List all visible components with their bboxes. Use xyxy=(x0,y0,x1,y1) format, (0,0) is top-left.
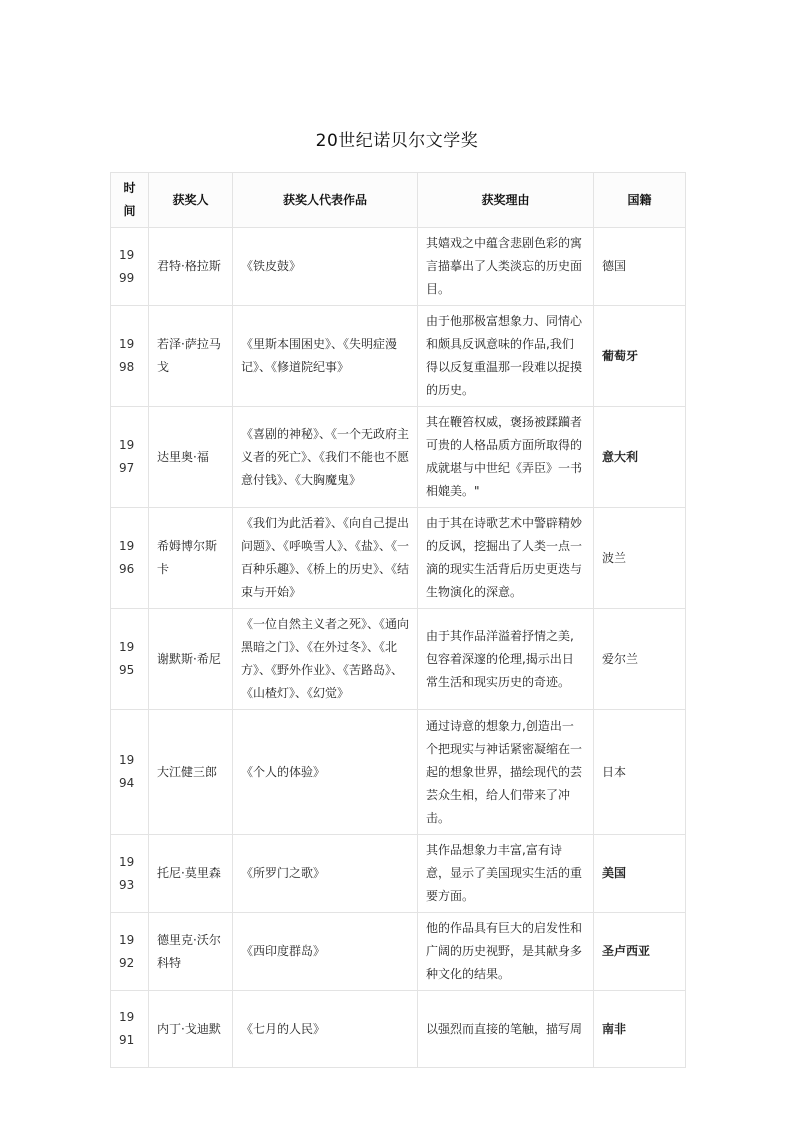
table-row xyxy=(111,835,686,913)
header-laureate: 获奖人 xyxy=(149,173,233,228)
year-cell: 1999 xyxy=(111,228,149,306)
laureate-cell: 内丁·戈迪默 xyxy=(149,991,233,1068)
year-cell: 1991 xyxy=(111,991,149,1068)
laureate-cell: 大江健三郎 xyxy=(149,710,233,835)
country-cell: 爱尔兰 xyxy=(594,609,686,710)
nobel-table-container xyxy=(110,172,685,1047)
year-cell: 1997 xyxy=(111,407,149,508)
table-row xyxy=(111,913,686,991)
table-row xyxy=(111,508,686,609)
works-cell: 《铁皮鼓》 xyxy=(233,228,418,306)
laureate-cell: 君特·格拉斯 xyxy=(149,228,233,306)
reason-cell: 他的作品具有巨大的启发性和广阔的历史视野，是其献身多种文化的结果。 xyxy=(418,913,594,991)
works-cell: 《喜剧的神秘》、《一个无政府主义者的死亡》、《我们不能也不愿意付钱》、《大胸魔鬼》 xyxy=(233,407,418,508)
page-title: 20世纪诺贝尔文学奖 xyxy=(315,131,479,151)
table-header-row xyxy=(111,173,686,228)
country-cell: 德国 xyxy=(594,228,686,306)
header-country: 国籍 xyxy=(594,173,686,228)
works-cell: 《里斯本围困史》、《失明症漫记》、《修道院纪事》 xyxy=(233,306,418,407)
laureate-cell: 希姆博尔斯卡 xyxy=(149,508,233,609)
works-cell: 《西印度群岛》 xyxy=(233,913,418,991)
header-reason: 获奖理由 xyxy=(418,173,594,228)
table-row xyxy=(111,407,686,508)
country-cell: 美国 xyxy=(594,835,686,913)
table-row xyxy=(111,306,686,407)
reason-cell: 由于其在诗歌艺术中警辟精妙的反讽，挖掘出了人类一点一滴的现实生活背后历史更迭与生物演化的深意。 xyxy=(418,508,594,609)
reason-cell: 由于其作品洋溢着抒情之美,包容着深邃的伦理,揭示出日常生活和现实历史的奇迹。 xyxy=(418,609,594,710)
reason-cell: 其嬉戏之中蕴含悲剧色彩的寓言描摹出了人类淡忘的历史面目。 xyxy=(418,228,594,306)
header-works: 获奖人代表作品 xyxy=(233,173,418,228)
year-cell: 1993 xyxy=(111,835,149,913)
table-row xyxy=(111,991,686,1068)
works-cell: 《个人的体验》 xyxy=(233,710,418,835)
year-cell: 1995 xyxy=(111,609,149,710)
table-row xyxy=(111,710,686,835)
nobel-prize-table xyxy=(110,172,686,1068)
reason-cell: 其作品想象力丰富,富有诗意，显示了美国现实生活的重要方面。 xyxy=(418,835,594,913)
year-cell: 1994 xyxy=(111,710,149,835)
works-cell: 《所罗门之歌》 xyxy=(233,835,418,913)
reason-cell: 由于他那极富想象力、同情心和颇具反讽意味的作品,我们得以反复重温那一段难以捉摸的历史。 xyxy=(418,306,594,407)
laureate-cell: 若泽·萨拉马戈 xyxy=(149,306,233,407)
laureate-cell: 托尼·莫里森 xyxy=(149,835,233,913)
country-cell: 南非 xyxy=(594,991,686,1068)
year-cell: 1992 xyxy=(111,913,149,991)
year-cell: 1998 xyxy=(111,306,149,407)
works-cell: 《七月的人民》 xyxy=(233,991,418,1068)
works-cell: 《一位自然主义者之死》、《通向黑暗之门》、《在外过冬》、《北方》、《野外作业》、《苦路岛》、《山楂灯》、《幻觉》 xyxy=(233,609,418,710)
header-year: 时间 xyxy=(111,173,149,228)
laureate-cell: 达里奥·福 xyxy=(149,407,233,508)
table-row xyxy=(111,609,686,710)
reason-cell: 其在鞭笞权威，褒扬被蹂躏者可贵的人格品质方面所取得的成就堪与中世纪《弄臣》一书相媲美。" xyxy=(418,407,594,508)
reason-cell: 通过诗意的想象力,创造出一个把现实与神话紧密凝缩在一起的想象世界，描绘现代的芸芸众生相，给人们带来了冲击。 xyxy=(418,710,594,835)
laureate-cell: 德里克·沃尔科特 xyxy=(149,913,233,991)
country-cell: 波兰 xyxy=(594,508,686,609)
country-cell: 圣卢西亚 xyxy=(594,913,686,991)
country-cell: 日本 xyxy=(594,710,686,835)
year-cell: 1996 xyxy=(111,508,149,609)
reason-cell: 以强烈而直接的笔触，描写周 xyxy=(418,991,594,1068)
country-cell: 意大利 xyxy=(594,407,686,508)
table-row xyxy=(111,228,686,306)
country-cell: 葡萄牙 xyxy=(594,306,686,407)
laureate-cell: 谢默斯·希尼 xyxy=(149,609,233,710)
works-cell: 《我们为此活着》、《向自己提出问题》、《呼唤雪人》、《盐》、《一百种乐趣》、《桥上的历史》、《结束与开始》 xyxy=(233,508,418,609)
